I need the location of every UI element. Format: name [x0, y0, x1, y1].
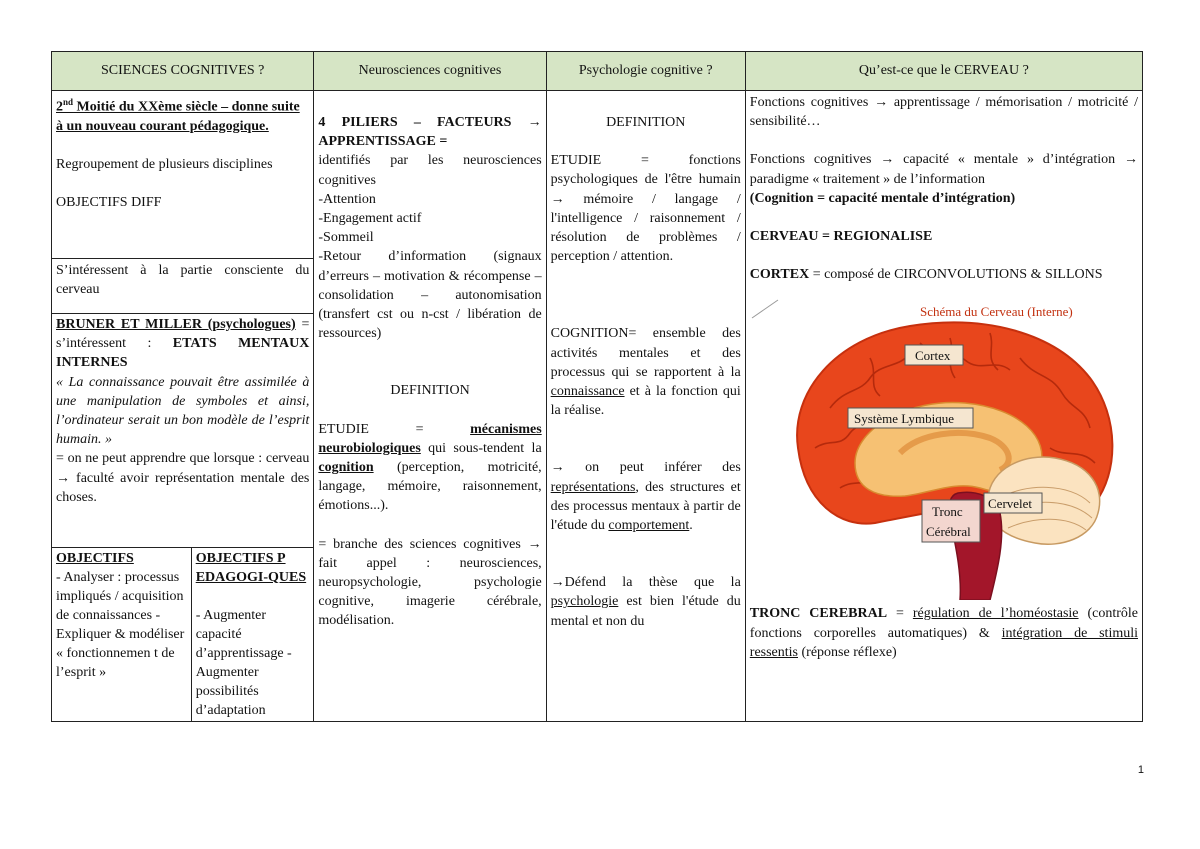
col3-etudie: ETUDIE = fonctions psychologiques de l'être humain → mémoire / langage / l'intelligence / raisonnement / résolution de problèmes / perception / attention. [550, 153, 741, 265]
bruner-apprendre: = on ne peut apprendre que lorsque : cerveau → faculté avoir représentation mentale des choses. [56, 451, 310, 505]
col2-cell [314, 91, 546, 722]
col4-fonctions: Fonctions cognitives → apprentissage / mémorisation / motricité / sensibilité… [749, 95, 1138, 130]
objectifs-p-head: OBJECTIFS P EDAGOGI-QUES [195, 551, 307, 585]
pilier-attention: -Attention [318, 191, 376, 207]
label-cervelet: Cervelet [987, 496, 1032, 512]
bruner-quote: « La connaissance pouvait être assimilée à une manipulation de symboles et ainsi, l’ordinateur serait un bon modèle de l’esprit humain. » [56, 374, 310, 448]
col4-fonctions2: Fonctions cognitives → capacité « mentale » d’intégration → paradigme « traitement » de l’information [749, 152, 1138, 187]
pilier-engagement: -Engagement actif [318, 211, 422, 227]
header-psychologie: Psychologie cognitive ? [546, 52, 745, 91]
etats-mentaux: ETATS MENTAUX INTERNES [56, 336, 310, 371]
header-cerveau: Qu’est-ce que le CERVEAU ? [745, 52, 1142, 91]
col4-cerveau: CERVEAU = REGIONALISE [749, 229, 933, 245]
page-number: 1 [1137, 764, 1144, 776]
label-cerebral: Cérébral [925, 524, 971, 540]
col2-definition: DEFINITION [390, 383, 470, 399]
piliers-text: identifiés par les neurosciences cognitives [318, 153, 542, 188]
objectifs-head: OBJECTIFS [56, 551, 134, 566]
col4-cognition: (Cognition = capacité mentale d’intégration) [749, 190, 1016, 206]
bruner-rest: = s’intéressent : [56, 317, 310, 352]
header-sciences-cognitives: SCIENCES COGNITIVES ? [52, 52, 314, 91]
label-lymbique: Système Lymbique [853, 411, 954, 427]
col1-title: 2nd Moitié du XXème siècle – donne suite à un nouveau courant pédagogique. [56, 97, 300, 134]
label-cortex: Cortex [914, 348, 951, 364]
col2-branche: = branche des sciences cognitives → fait appel : neurosciences, neuropsychologie, psychologie cognitive, imagerie cérébrale, modélisation. [318, 536, 542, 629]
bruner-title: BRUNER ET MILLER (psychologues) [56, 317, 296, 332]
col3-definition: DEFINITION [606, 115, 686, 130]
col1-bruner [52, 314, 313, 548]
col1-objectifs-diff: OBJECTIFS DIFF [56, 195, 162, 211]
label-tronc: Tronc [931, 504, 963, 520]
col1-intro [52, 91, 313, 259]
col1-cell [52, 91, 314, 722]
brain-title-text: Schéma du Cerveau (Interne) [919, 304, 1073, 320]
piliers-title: 4 PILIERS – FACTEURS → APPRENTISSAGE = [318, 115, 542, 150]
col4-cortex: CORTEX = composé de CIRCONVOLUTIONS & SILLONS [749, 267, 1103, 283]
col2-etudie: ETUDIE = mécanismes neurobiologiques qui sous-tendent la cognition (perception, motricité, langage, mémoire, raisonnement, émotions...). [318, 421, 542, 514]
brain-diagram [750, 298, 1128, 600]
objectifs-p-text: - Augmenter capacité d’apprentissage - Augmenter possibilités d’adaptation [195, 608, 292, 718]
brain-svg [750, 298, 1128, 600]
col3-cell [546, 91, 745, 722]
main-table [51, 51, 1143, 722]
objectifs-table [52, 548, 313, 721]
objectifs-text: - Analyser : processus impliqués / acquisition de connaissances - Expliquer & modéliser « fonctionnemen t de l’esprit » [56, 570, 185, 680]
pilier-retour: -Retour d’information (signaux d’erreurs – motivation & récompense – consolidation – autonomisation (transfert cst ou n-cst / libération de ressources) [318, 249, 542, 342]
header-row [52, 52, 1143, 91]
col3-cognition: COGNITION= ensemble des activités mentales et des processus qui se rapportent à la connaissance et à la fonction qui la réalise. [550, 326, 741, 419]
col4-tronc: TRONC CEREBRAL = régulation de l’homéostasie (contrôle fonctions corporelles automatiques) & intégration de stimuli ressentis (réponse réflexe) [749, 606, 1139, 660]
col1-partie-consciente: S’intéressent à la partie consciente du cerveau [52, 259, 313, 314]
pilier-sommeil: -Sommeil [318, 230, 374, 246]
col3-inferer: → on peut inférer des représentations, des structures et des processus mentaux à partir de l'étude du comportement. [550, 460, 741, 534]
body-row [52, 91, 1143, 722]
col1-regroupement: Regroupement de plusieurs disciplines [56, 157, 273, 173]
col3-defend: →Défend la thèse que la psychologie est bien l'étude du mental et non du [550, 575, 741, 629]
objectifs-p-cell [191, 548, 313, 721]
col4-cell [745, 91, 1142, 722]
objectifs-cell [52, 548, 191, 721]
header-neurosciences: Neurosciences cognitives [314, 52, 546, 91]
